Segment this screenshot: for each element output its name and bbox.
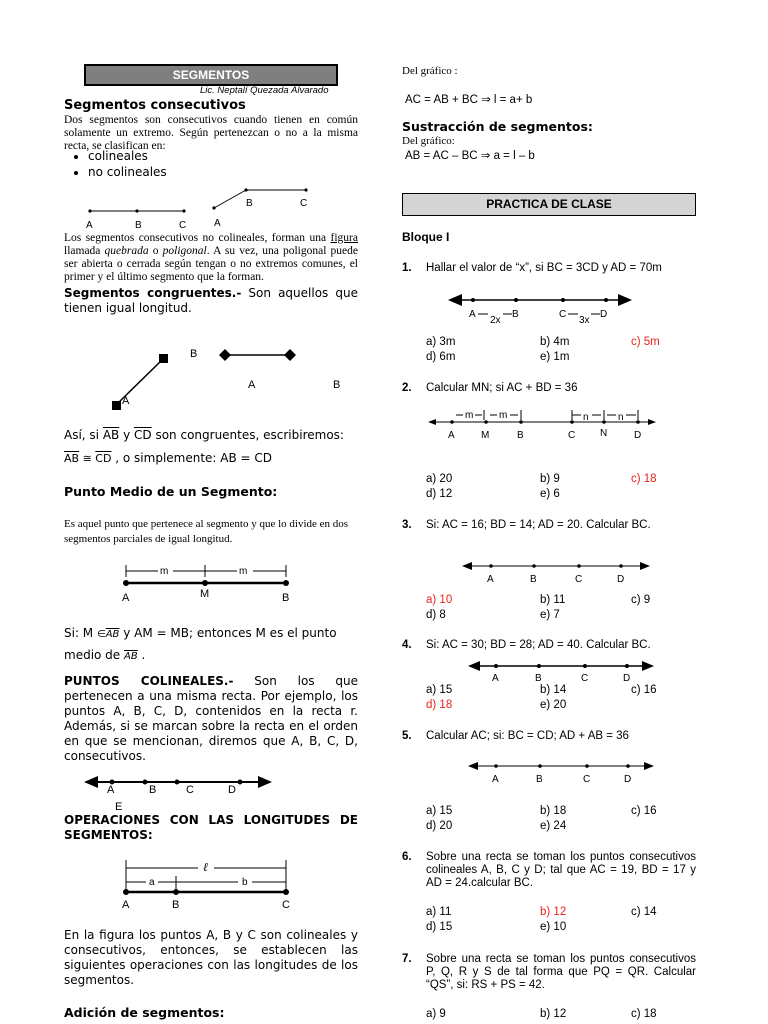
block-title: Bloque I — [402, 230, 450, 244]
q2-label-m2: m — [499, 410, 508, 421]
q4-figure — [466, 658, 662, 684]
addition-formula: AC = AB + BC ⇒ l = a+ b — [405, 94, 533, 106]
fig1-label-a2: A — [214, 218, 221, 229]
q2-label-n: N — [600, 428, 608, 439]
q4-option-e: e) 20 — [540, 699, 567, 711]
consecutive-text: Dos segmentos son consecutivos cuando tienen en común solamente un extremo. Según pertenezcan o no a la misma recta, se clasifican en: — [64, 114, 358, 152]
operations-title: OPERACIONES CON LAS LONGITUDES DE SEGMENTOS: — [64, 813, 358, 842]
q1-figure — [440, 290, 640, 326]
q1-label-a: A — [469, 309, 476, 320]
fig5-label-b2: B — [172, 899, 180, 911]
fig1-label-b: B — [135, 220, 142, 231]
fig3-label-m: M — [200, 588, 210, 600]
q2-option-b: b) 9 — [540, 473, 560, 485]
q3-label-d: D — [617, 574, 625, 585]
q2-options — [426, 473, 696, 503]
q1-option-d: d) 6m — [426, 351, 456, 363]
q3-option-b: b) 11 — [540, 594, 566, 606]
q1-option-c: c) 5m — [631, 336, 660, 348]
q4-label-c: C — [581, 673, 589, 684]
fig5-label-c: C — [282, 899, 290, 911]
q4-option-c: c) 16 — [631, 684, 657, 696]
collinear-points-figure — [80, 772, 280, 814]
q5-label-d: D — [624, 774, 632, 785]
q3-options — [426, 594, 696, 624]
q5-figure — [466, 758, 662, 786]
q1-label-3x: 3x — [579, 315, 590, 326]
midpoint-figure — [110, 560, 310, 608]
addition-title: Adición de segmentos: — [64, 1005, 225, 1020]
fig2-label-a: A — [122, 395, 130, 407]
fig2-label-b: B — [190, 348, 198, 360]
q3-option-a: a) 10 — [426, 594, 453, 606]
q2-label-n2: n — [618, 412, 624, 423]
q5-label-c: C — [583, 774, 591, 785]
fig3-label-a: A — [122, 592, 130, 604]
q4-option-a: a) 15 — [426, 684, 453, 696]
q5-option-c: c) 16 — [631, 805, 657, 817]
fig5-label-a2: A — [122, 899, 130, 911]
congruence-equation: $\overline{AB}$ ≅ $\overline{CD}$ , o simplemente: AB = CD — [64, 451, 273, 465]
q4-label-a: A — [492, 673, 499, 684]
non-collinear-text: Los segmentos consecutivos no colineales, forman una figura llamada quebrada o poligonal. A su vez, una poligonal puede ser abierta o cerrada según tengan o no extremos comunes, el primer y el último segmento que la forman. — [64, 232, 358, 283]
fig4-label-a: A — [107, 784, 115, 796]
q2-option-e: e) 6 — [540, 488, 560, 500]
fig5-label-b: b — [242, 877, 248, 888]
fig4-label-b: B — [149, 784, 157, 796]
fig4-label-e: E — [115, 801, 123, 813]
practice-banner: PRACTICA DE CLASE — [402, 193, 696, 216]
q2-label-n1: n — [583, 412, 589, 423]
q7-option-c: c) 18 — [631, 1008, 657, 1020]
midpoint-title: Punto Medio de un Segmento: — [64, 484, 278, 499]
consecutive-title: Segmentos consecutivos — [64, 98, 246, 113]
q2-label-c: C — [568, 430, 576, 441]
q7-option-a: a) 9 — [426, 1008, 446, 1020]
q3-option-e: e) 7 — [540, 609, 560, 621]
q5-label-a: A — [492, 774, 499, 785]
q1-option-e: e) 1m — [540, 351, 570, 363]
question-3: 3. Si: AC = 16; BD = 14; AD = 20. Calcular BC. — [402, 519, 651, 531]
q2-option-d: d) 12 — [426, 488, 453, 500]
q1-option-b: b) 4m — [540, 336, 570, 348]
q2-label-b: B — [517, 430, 524, 441]
classification-list — [64, 148, 167, 180]
q6-option-d: d) 15 — [426, 921, 453, 933]
q2-option-c: c) 18 — [631, 473, 657, 485]
q1-label-c: C — [559, 309, 567, 320]
q2-label-m1: m — [465, 410, 474, 421]
q3-option-d: d) 8 — [426, 609, 446, 621]
q1-label-d: D — [600, 309, 608, 320]
fig2-label-b2: B — [333, 379, 341, 391]
q5-option-e: e) 24 — [540, 820, 567, 832]
bullet-no-colineales: • no colineales — [88, 164, 167, 180]
question-4: 4. Si: AC = 30; BD = 28; AD = 40. Calcular BC. — [402, 639, 651, 651]
fig3-label-m1: m — [160, 566, 169, 577]
subtraction-formula: AB = AC – BC ⇒ a = l – b — [405, 150, 535, 162]
midpoint-text: Es aquel punto que pertenece al segmento y que lo divide en dos segmentos parciales de igual longitud. — [64, 518, 349, 545]
operations-figure — [110, 856, 310, 912]
fig4-label-c: C — [186, 784, 194, 796]
fig1-label-c2: C — [300, 198, 308, 209]
fig5-label-a: a — [149, 877, 155, 888]
fig3-label-m2: m — [239, 566, 248, 577]
fig1-label-c: C — [179, 220, 187, 231]
q5-option-a: a) 15 — [426, 805, 453, 817]
q6-option-e: e) 10 — [540, 921, 567, 933]
fig5-label-l: ℓ — [203, 860, 208, 874]
q4-option-b: b) 14 — [540, 684, 567, 696]
q2-label-d: D — [634, 430, 642, 441]
author: Lic. Neptalí Quezada Alvarado — [200, 85, 329, 96]
q6-options — [426, 906, 696, 936]
fig1-label-b2: B — [246, 198, 253, 209]
q4-label-b: B — [535, 673, 542, 684]
q1-label-b: B — [512, 309, 519, 320]
q6-option-a: a) 11 — [426, 906, 452, 918]
question-2: 2. Calcular MN; si AC + BD = 36 — [402, 382, 578, 394]
q3-option-c: c) 9 — [631, 594, 651, 606]
from-graph-label-1: Del gráfico : — [402, 65, 458, 77]
q2-label-m: M — [481, 430, 490, 441]
q1-option-a: a) 3m — [426, 336, 456, 348]
q3-label-a: A — [487, 574, 494, 585]
q7-options — [426, 1008, 696, 1023]
q7-option-b: b) 12 — [540, 1008, 567, 1020]
q5-label-b: B — [536, 774, 543, 785]
fig3-label-b: B — [282, 592, 290, 604]
congruent-text: Segmentos congruentes.- Son aquellos que tienen igual longitud. — [64, 286, 358, 315]
q2-option-a: a) 20 — [426, 473, 453, 485]
q2-label-a: A — [448, 430, 455, 441]
q6-option-c: c) 14 — [631, 906, 657, 918]
subtraction-title: Sustracción de segmentos: — [402, 119, 593, 134]
q3-label-c: C — [575, 574, 583, 585]
congruence-statement: Así, si $\overline{AB}$ y $\overline{CD}$ son congruentes, escribiremos: — [64, 428, 344, 442]
title-banner: SEGMENTOS — [84, 64, 338, 86]
bullet-colineales: • colineales — [88, 148, 167, 164]
q4-options — [426, 684, 696, 714]
question-1: 1. Hallar el valor de “x”, si BC = 3CD y AD = 70m — [402, 262, 662, 274]
operations-text: En la figura los puntos A, B y C son colineales y consecutivos, entonces, se establecen las siguientes operaciones con las longitudes de los segmentos. — [64, 928, 358, 987]
fig4-label-d: D — [228, 784, 236, 796]
congruent-segments-figure — [104, 344, 364, 414]
question-6: 6. Sobre una recta se toman los puntos consecutivos colineales A, B, C y D; tal que AC = 19, BD = 17 y AD = 24.calcular BC. — [402, 851, 696, 889]
q5-option-d: d) 20 — [426, 820, 453, 832]
q4-option-d: d) 18 — [426, 699, 453, 711]
midpoint-statement: Si: M $\in\overline{AB}$ y AM = MB; entonces M es el punto medio de $\overline{AB}$ . — [64, 626, 337, 662]
q4-label-d: D — [623, 673, 631, 684]
question-7: 7. Sobre una recta se toman los puntos consecutivos P, Q, R y S de tal forma que PQ = QR. Calcular “QS”, si: RS + PS = 42. — [402, 953, 696, 991]
q3-label-b: B — [530, 574, 537, 585]
q5-option-b: b) 18 — [540, 805, 567, 817]
q6-option-b: b) 12 — [540, 906, 567, 918]
q2-figure — [426, 406, 658, 446]
q1-options — [426, 336, 696, 366]
question-5: 5. Calcular AC; si: BC = CD; AD + AB = 36 — [402, 730, 629, 742]
fig1-label-a: A — [86, 220, 93, 231]
from-graph-label-2: Del gráfico: — [402, 135, 455, 147]
collinear-text: PUNTOS COLINEALES.- Son los que pertenecen a una misma recta. Por ejemplo, los puntos A, B, C, D, contenidos en la recta r. Además, si se marcan sobre la recta en el orden en que se mencionan, diremos que A, B, C, D, consecutivos. — [64, 674, 358, 763]
q3-figure — [460, 558, 660, 586]
fig2-label-a2: A — [248, 379, 256, 391]
consecutive-segments-figure — [80, 186, 320, 232]
q1-label-2x: 2x — [490, 315, 501, 326]
q5-options — [426, 805, 696, 835]
